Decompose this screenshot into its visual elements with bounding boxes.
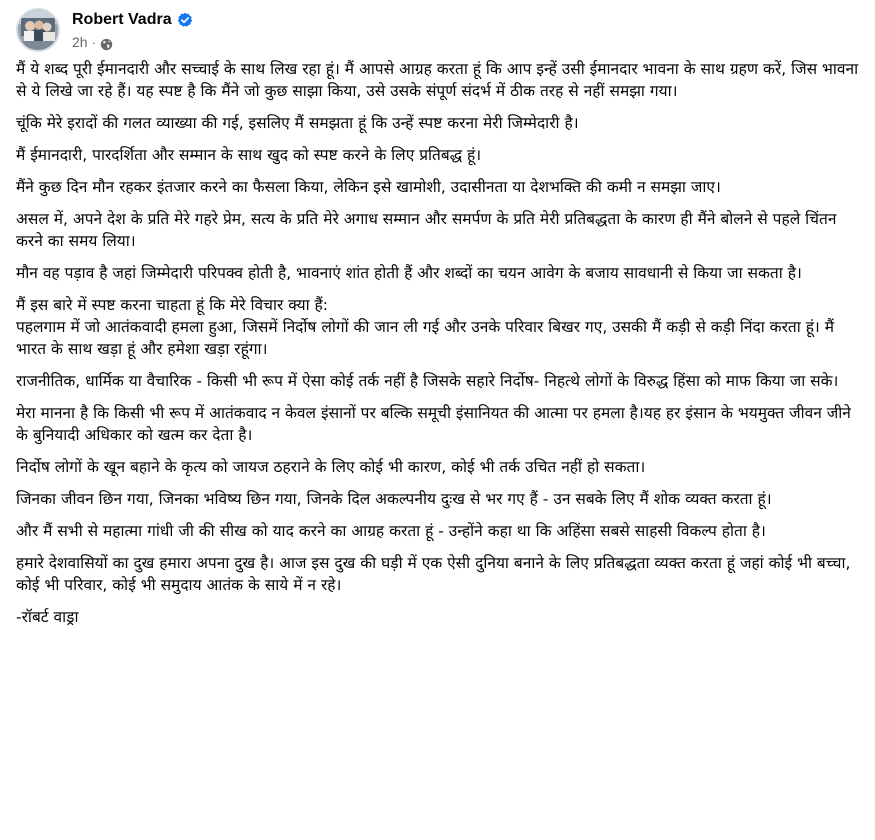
post-paragraph-5: असल में, अपने देश के प्रति मेरे गहरे प्रेम, सत्य के प्रति मेरे अगाध सम्मान और समर्पण के प्रति मेरी प्रतिबद्धता के कारण ही मैंने बोलने से पहले चिंतन करने का समय लिया।: [16, 210, 837, 250]
post-paragraph-12: और मैं सभी से महात्मा गांधी जी की सीख को याद करने का आग्रह करता हूं - उन्होंने कहा था कि अहिंसा सबसे साहसी विकल्प होता है।: [16, 522, 766, 540]
avatar-image: [18, 10, 58, 50]
post-paragraph-2: चूंकि मेरे इरादों की गलत व्याख्या की गई, इसलिए मैं समझता हूं कि उन्हें स्पष्ट करना मेरी जिम्मेदारी है।: [16, 114, 579, 132]
post-body: [16, 58, 861, 628]
verified-badge-icon: [177, 12, 193, 28]
author-name[interactable]: Robert Vadra: [72, 11, 172, 28]
post-paragraph-6: मौन वह पड़ाव है जहां जिम्मेदारी परिपक्व होती है, भावनाएं शांत होती हैं और शब्दों का चयन आवेग के बजाय सावधानी से किया जा सकता है।: [16, 264, 802, 282]
post-paragraph-13: हमारे देशवासियों का दुख हमारा अपना दुख है। आज इस दुख की घड़ी में एक ऐसी दुनिया बनाने के लिए प्रतिबद्धता व्यक्त करता हूं जहां कोई भी बच्चा, कोई भी परिवार, कोई भी समुदाय आतंक के साये में न रहे।: [16, 554, 851, 594]
post-paragraph-7: मैं इस बारे में स्पष्ट करना चाहता हूं कि मेरे विचार क्या हैं: पहलगाम में जो आतंकवादी हमला हुआ, जिसमें निर्दोष लोगों की जान ली गई और उनके परिवार बिखर गए, उसकी मैं कड़ी से कड़ी निंदा करता हूं। मैं भारत के साथ खड़ा हूं और हमेशा खड़ा रहूंगा।: [16, 296, 834, 358]
author-avatar[interactable]: [16, 8, 60, 52]
post-signature: -रॉबर्ट वाड्रा: [16, 608, 79, 626]
meta-separator: ·: [91, 34, 96, 50]
post-meta: [72, 9, 193, 51]
post-header: [16, 6, 193, 54]
post-paragraph-3: मैं ईमानदारी, पारदर्शिता और सम्मान के साथ खुद को स्पष्ट करने के लिए प्रतिबद्ध हूं।: [16, 146, 482, 164]
post-paragraph-8: राजनीतिक, धार्मिक या वैचारिक - किसी भी रूप में ऐसा कोई तर्क नहीं है जिसके सहारे निर्दोष- निहत्थे लोगों के विरुद्ध हिंसा को माफ किया जा सके।: [16, 372, 839, 390]
globe-icon[interactable]: [100, 36, 113, 49]
post-paragraph-9: मेरा मानना है कि किसी भी रूप में आतंकवाद न केवल इंसानों पर बल्कि समूची इंसानियत की आत्मा पर हमला है।यह हर इंसान के भयमुक्त जीवन जीने के बुनियादी अधिकार को खत्म कर देता है।: [16, 404, 851, 444]
post-paragraph-10: निर्दोष लोगों के खून बहाने के कृत्य को जायज ठहराने के लिए कोई भी कारण, कोई भी तर्क उचित नहीं हो सकता।: [16, 458, 646, 476]
post-paragraph-11: जिनका जीवन छिन गया, जिनका भविष्य छिन गया, जिनके दिल अकल्पनीय दुःख से भर गए हैं - उन सबके लिए मैं शोक व्यक्त करता हूं।: [16, 490, 772, 508]
post-paragraph-4: मैंने कुछ दिन मौन रहकर इंतजार करने का फैसला किया, लेकिन इसे खामोशी, उदासीनता या देशभक्ति की कमी न समझा जाए।: [16, 178, 721, 196]
author-row: [72, 9, 193, 31]
post-subline: [72, 33, 193, 51]
post-timestamp[interactable]: 2h: [72, 34, 88, 50]
post-paragraph-1: मैं ये शब्द पूरी ईमानदारी और सच्चाई के साथ लिख रहा हूं। मैं आपसे आग्रह करता हूं कि आप इन्हें उसी ईमानदार भावना के साथ ग्रहण करें, जिस भावना से ये लिखे जा रहे हैं। यह स्पष्ट है कि मैंने जो कुछ साझा किया, उसे उसके संपूर्ण संदर्भ में ठीक तरह से नहीं समझा गया।: [16, 60, 859, 100]
